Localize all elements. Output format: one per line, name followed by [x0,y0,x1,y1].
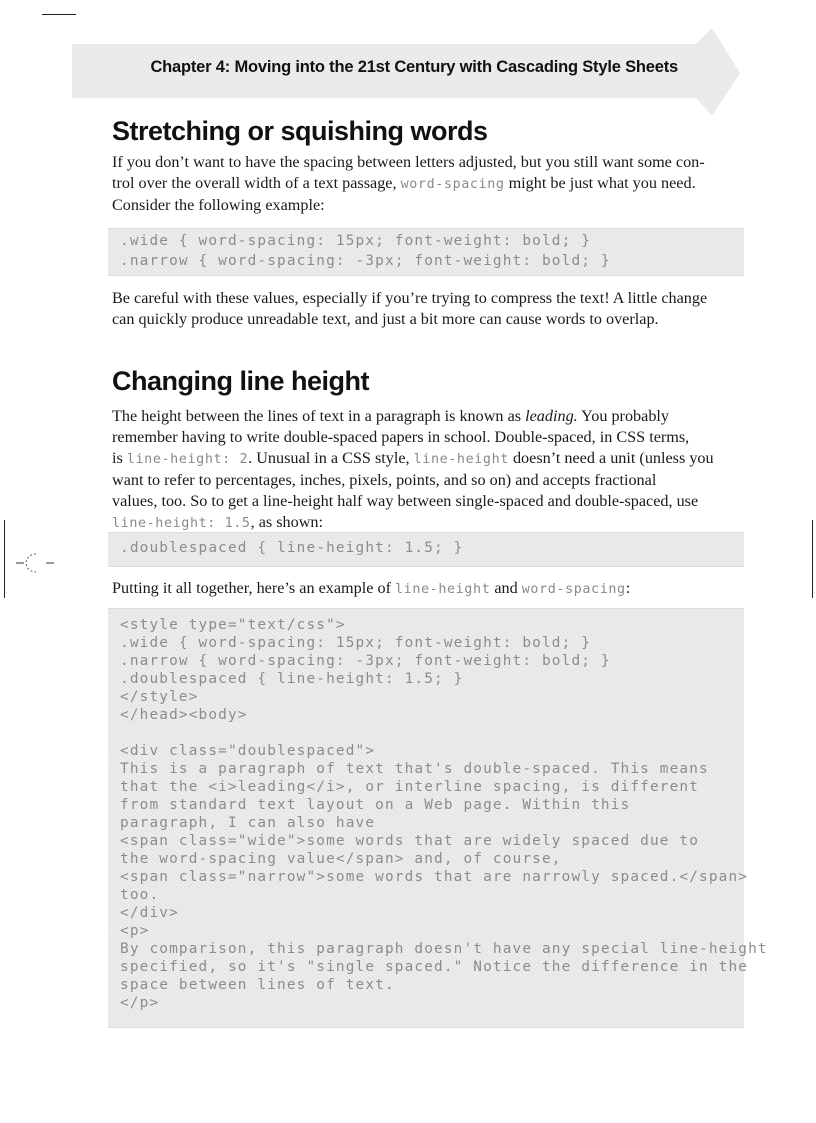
code-block-word-spacing [108,228,744,276]
text-line: values, too. So to get a line-height half way between single-spaced and double-spaced, use [112,492,699,510]
code-block-doublespaced [108,532,744,567]
inline-code: word-spacing [521,582,626,597]
text-line: The height between the lines of text in a paragraph is known as [112,407,526,425]
text-line: Be careful with these values, especially if you’re trying to compress the text! A little change [112,289,708,307]
code-line: <span class="wide">some words that are widely spaced due to [120,833,700,849]
code-line: that the <i>leading</i>, or interline spacing, is different [120,779,700,795]
code-line: By comparison, this paragraph doesn't have any special line-height [120,941,768,957]
code-line: .wide { word-spacing: 15px; font-weight: bold; } [120,233,592,249]
code-line: too. [120,887,160,903]
text-line: can quickly produce unreadable text, and just a bit more can cause words to overlap. [112,310,659,328]
code-line: the word-spacing value</span> and, of course, [120,851,562,867]
code-line: .narrow { word-spacing: -3px; font-weight: bold; } [120,253,611,269]
text-line: . Unusual in a CSS style, [248,449,414,467]
code-line: This is a paragraph of text that's double-spaced. This means [120,761,709,777]
code-line: specified, so it's "single spaced." Notice the difference in the [120,959,749,975]
registration-mark [14,548,56,578]
inline-code: word-spacing [400,177,505,192]
code-line: .doublespaced { line-height: 1.5; } [120,671,464,687]
text-line: Putting it all together, here’s an example of [112,579,396,597]
crop-mark-right [812,520,813,598]
text-line: doesn’t need a unit (unless you [508,449,714,467]
text-line: : [625,579,631,597]
emphasis-leading: leading. [525,407,578,425]
text-line: and [490,579,522,597]
code-line: .wide { word-spacing: 15px; font-weight: bold; } [120,635,592,651]
section-heading-line-height: Changing line height [112,366,369,396]
code-line: from standard text layout on a Web page. Within this [120,797,631,813]
text-line: is [112,449,127,467]
section-heading-stretching: Stretching or squishing words [112,116,488,146]
inline-code: line-height: 1.5 [112,516,251,531]
paragraph-together [112,578,744,600]
code-block-full-example [108,608,768,1028]
text-line: remember having to write double-spaced papers in school. Double-spaced, in CSS terms, [112,428,690,446]
chapter-title [72,58,678,77]
inline-code: line-height: 2 [126,452,249,467]
text-line: You probably [577,407,670,425]
inline-code: line-height [395,582,491,597]
paragraph-caution [112,288,744,330]
code-line: paragraph, I can also have [120,815,376,831]
chapter-name: Moving into the 21st Century with Cascading Style Sheets [234,58,678,76]
text-line: , as shown: [250,513,323,531]
text-line: might be just what you need. [504,174,696,192]
code-line: </div> [120,905,179,921]
code-line: <p> [120,923,150,939]
code-line: .doublespaced { line-height: 1.5; } [120,540,464,556]
inline-code: line-height [413,452,509,467]
text-line: trol over the overall width of a text passage, [112,174,401,192]
code-line: </p> [120,995,160,1011]
code-line: </head><body> [120,707,248,723]
code-line: </style> [120,689,199,705]
code-line: <span class="narrow">some words that are narrowly spaced.</span> [120,869,749,885]
text-line: want to refer to percentages, inches, pixels, points, and so on) and accepts fractional [112,471,657,489]
text-line: If you don’t want to have the spacing between letters adjusted, but you still want some con- [112,153,705,171]
text-line: Consider the following example: [112,196,325,214]
crop-mark-top [42,14,76,15]
code-line: space between lines of text. [120,977,395,993]
paragraph-intro [112,152,744,216]
code-line: <div class="doublespaced"> [120,743,376,759]
chapter-label: Chapter 4: [150,58,231,76]
paragraph-leading [112,406,744,534]
crop-mark-left [4,520,5,598]
code-line: <style type="text/css"> [120,617,346,633]
chapter-banner [72,28,740,116]
code-line: .narrow { word-spacing: -3px; font-weight: bold; } [120,653,611,669]
